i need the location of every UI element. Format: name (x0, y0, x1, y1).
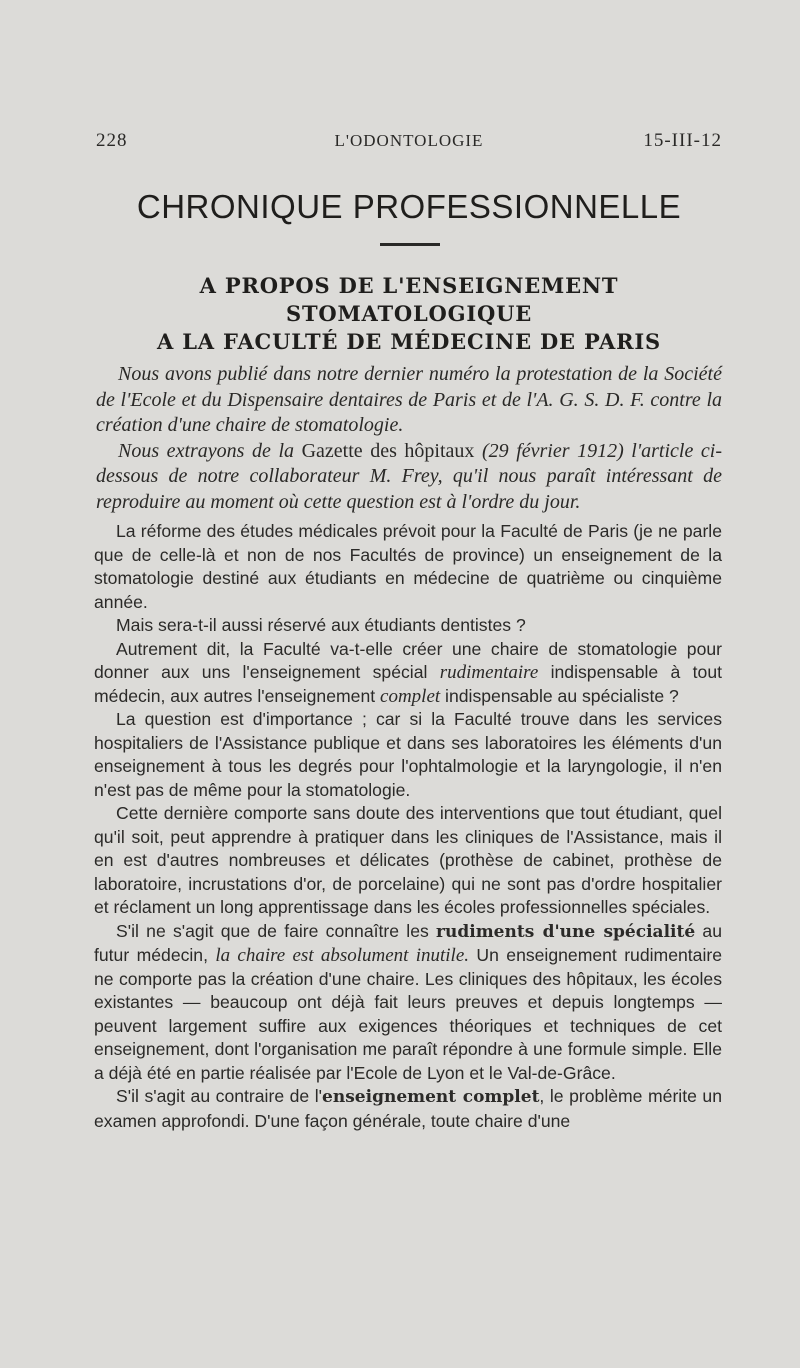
running-header (96, 130, 722, 156)
body-paragraph: Mais sera-t-il aussi réservé aux étudiants dentistes ? (116, 615, 526, 635)
body-text: S'il s'agit au contraire de l' (116, 1086, 323, 1106)
article-title-line: A LA FACULTÉ DE MÉDECINE DE PARIS (157, 329, 661, 354)
page-number: 228 (96, 130, 128, 151)
body-emphasis: complet (380, 685, 441, 707)
body-text: , le problème mérite un examen approfondi. D'une façon générale, toute chaire d'une (94, 1086, 722, 1131)
article-body (94, 520, 722, 1133)
article-title-line: STOMATOLOGIQUE (285, 301, 533, 326)
intro-text: (29 février 1912) l'article ci-dessous de notre collaborateur M. Frey, qu'il nous paraît intéressant de reproduire au moment où cette question est à l'ordre du jour. (96, 439, 723, 513)
intro-text: Nous extrayons de la (118, 439, 302, 462)
body-emphasis: rudimentaire (439, 662, 539, 683)
article-title (96, 272, 722, 356)
editorial-intro (96, 362, 722, 515)
issue-date: 15-III-12 (643, 130, 722, 151)
article-title-line: A PROPOS DE L'ENSEIGNEMENT (199, 273, 619, 298)
title-rule (380, 243, 440, 246)
body-paragraph: La question est d'importance ; car si la Faculté trouve dans les services hospitaliers de l'Assistance publique et dans ses laboratoires les éléments d'un enseignement à tous les degrés pour l'ophtalmologie et la laryngologie, il n'en n'est pas de même pour la stomatologie. (94, 709, 722, 800)
body-paragraph: La réforme des études médicales prévoit pour la Faculté de Paris (je ne parle que de celle-là et non de nos Facultés de province) un enseignement de la stomatologie destiné aux étudiants en médecine de quatrième ou cinquième année. (94, 521, 722, 612)
section-title: CHRONIQUE PROFESSIONNELLE (136, 188, 682, 225)
body-paragraph: Cette dernière comporte sans doute des interventions que tout étudiant, quel qu'il soit, peut apprendre à pratiquer dans les cliniques de l'Assistance, mais il en est d'autres nombreuses et délicates (prothèse de cabinet, prothèse de laboratoire, incrustations d'or, de porcelaine) qui ne sont pas d'ordre hospitalier et réclament un long apprentissage dans les écoles professionnelles spéciales. (94, 803, 722, 917)
intro-paragraph: Nous avons publié dans notre dernier numéro la protestation de la Société de l'Ecole et du Dispensaire dentaires de Paris et de l'A. G. S. D. F. contre la création d'une chaire de stomatologie. (96, 363, 722, 436)
body-text: indispensable au spécialiste ? (440, 685, 679, 706)
body-paragraph (94, 1085, 722, 1133)
body-text: Un enseignement rudimentaire ne comporte pas la création d'une chaire. Les cliniques des hôpitaux, les écoles existantes — beaucoup ont déjà fait leurs preuves et depuis longtemps — peuvent largement suffire aux exigences théoriques et techniques de cet enseignement, dont l'organisation me paraît répondre à une formule simple. Elle a déjà été en partie réalisée par l'Ecole de Lyon et le Val-de-Grâce. (94, 945, 722, 1083)
intro-gazette-title: Gazette des hôpitaux (301, 439, 475, 462)
body-paragraph (94, 638, 722, 709)
body-text: Autrement dit, la Faculté va-t-elle créer une chaire de stomatologie pour donner aux uns l'enseignement spécial (94, 638, 722, 682)
body-text: indispensable à tout médecin, aux autres l'enseignement (94, 662, 722, 706)
body-bold: enseignement complet (322, 1087, 540, 1107)
body-emphasis: la chaire est absolument inutile. (215, 945, 470, 966)
intro-paragraph (96, 439, 722, 516)
body-text: au futur médecin, (94, 920, 722, 965)
body-bold: rudiments d'une spécialité (436, 921, 696, 942)
journal-title: L'ODONTOLOGIE (334, 131, 484, 150)
body-text: S'il ne s'agit que de faire connaître les (116, 920, 437, 941)
body-paragraph (94, 920, 722, 1086)
